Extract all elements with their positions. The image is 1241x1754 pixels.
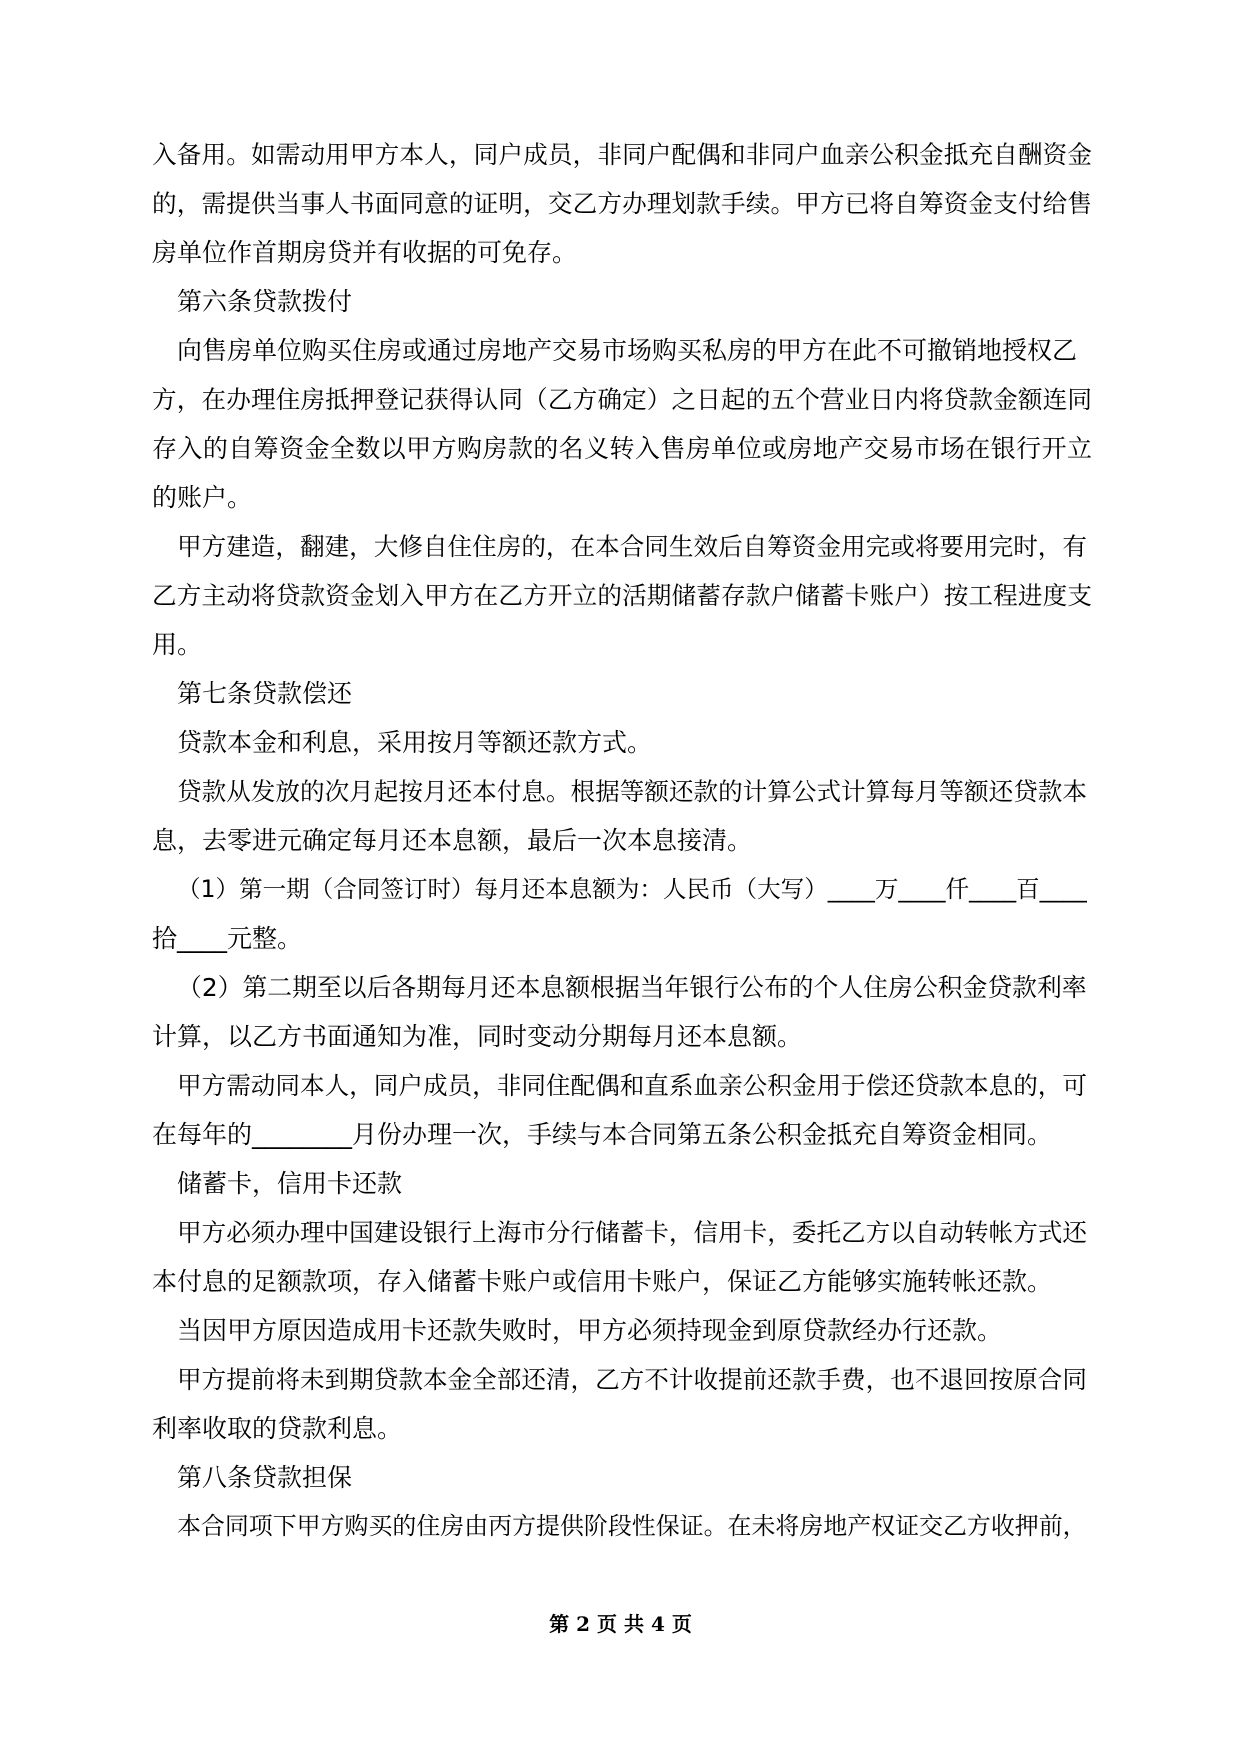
- text-line: 的账户。: [152, 483, 253, 512]
- text-line: 甲方建造，翻建，大修自住住房的，在本合同生效后自筹资金用完或将要用完时，有: [177, 532, 1087, 561]
- text-line: 当因甲方原因造成用卡还款失败时，甲方必须持现金到原贷款经办行还款。: [177, 1316, 1003, 1345]
- text-line: 房单位作首期房贷并有收据的可免存。: [152, 238, 578, 267]
- text-line: 乙方主动将贷款资金划入甲方在乙方开立的活期储蓄存款户储蓄卡账户）按工程进度支: [152, 581, 1092, 610]
- text-line: 在每年的________月份办理一次，手续与本合同第五条公积金抵充自筹资金相同。: [152, 1120, 1053, 1149]
- text-line: 甲方提前将未到期贷款本金全部还清，乙方不计收提前还款手费，也不退回按原合同: [177, 1365, 1087, 1394]
- section-heading: 第六条贷款拨付: [177, 287, 353, 316]
- section-heading: 第八条贷款担保: [177, 1463, 353, 1492]
- text-line: 甲方需动同本人，同户成员，非同住配偶和直系血亲公积金用于偿还贷款本息的，可: [177, 1071, 1087, 1100]
- text-line: 计算，以乙方书面通知为准，同时变动分期每月还本息额。: [152, 1022, 803, 1051]
- text-line: 利率收取的贷款利息。: [152, 1414, 403, 1443]
- section-heading: 第七条贷款偿还: [177, 679, 353, 708]
- text-line: 方，在办理住房抵押登记获得认同（乙方确定）之日起的五个营业日内将贷款金额连同: [152, 385, 1092, 414]
- text-line: 拾____元整。: [152, 924, 303, 953]
- text-line: 贷款从发放的次月起按月还本付息。根据等额还款的计算公式计算每月等额还贷款本: [177, 777, 1087, 806]
- page-number-footer: 第 2 页 共 4 页: [549, 1612, 692, 1636]
- section-heading: 储蓄卡，信用卡还款: [177, 1169, 403, 1198]
- text-line: 本付息的足额款项，存入储蓄卡账户或信用卡账户，保证乙方能够实施转帐还款。: [152, 1267, 1053, 1296]
- text-line: 入备用。如需动用甲方本人，同户成员，非同户配偶和非同户血亲公积金抵充自酬资金: [152, 140, 1092, 169]
- document-body: [152, 130, 1092, 1551]
- text-line: 用。: [152, 630, 203, 659]
- text-line: 的，需提供当事人书面同意的证明，交乙方办理划款手续。甲方已将自筹资金支付给售: [152, 189, 1092, 218]
- text-line: 息，去零进元确定每月还本息额，最后一次本息接清。: [152, 826, 753, 855]
- text-line: 本合同项下甲方购买的住房由丙方提供阶段性保证。在未将房地产权证交乙方收押前，: [177, 1512, 1087, 1540]
- text-line: 贷款本金和利息，采用按月等额还款方式。: [177, 728, 653, 757]
- text-line: 存入的自筹资金全数以甲方购房款的名义转入售房单位或房地产交易市场在银行开立: [152, 434, 1092, 463]
- text-line: （1）第一期（合同签订时）每月还本息额为：人民币（大写）____万____仟____百____: [177, 875, 1087, 903]
- text-line: （2）第二期至以后各期每月还本息额根据当年银行公布的个人住房公积金贷款利率: [177, 973, 1087, 1002]
- text-line: 甲方必须办理中国建设银行上海市分行储蓄卡，信用卡，委托乙方以自动转帐方式还: [177, 1218, 1087, 1247]
- text-line: 向售房单位购买住房或通过房地产交易市场购买私房的甲方在此不可撤销地授权乙: [177, 336, 1078, 365]
